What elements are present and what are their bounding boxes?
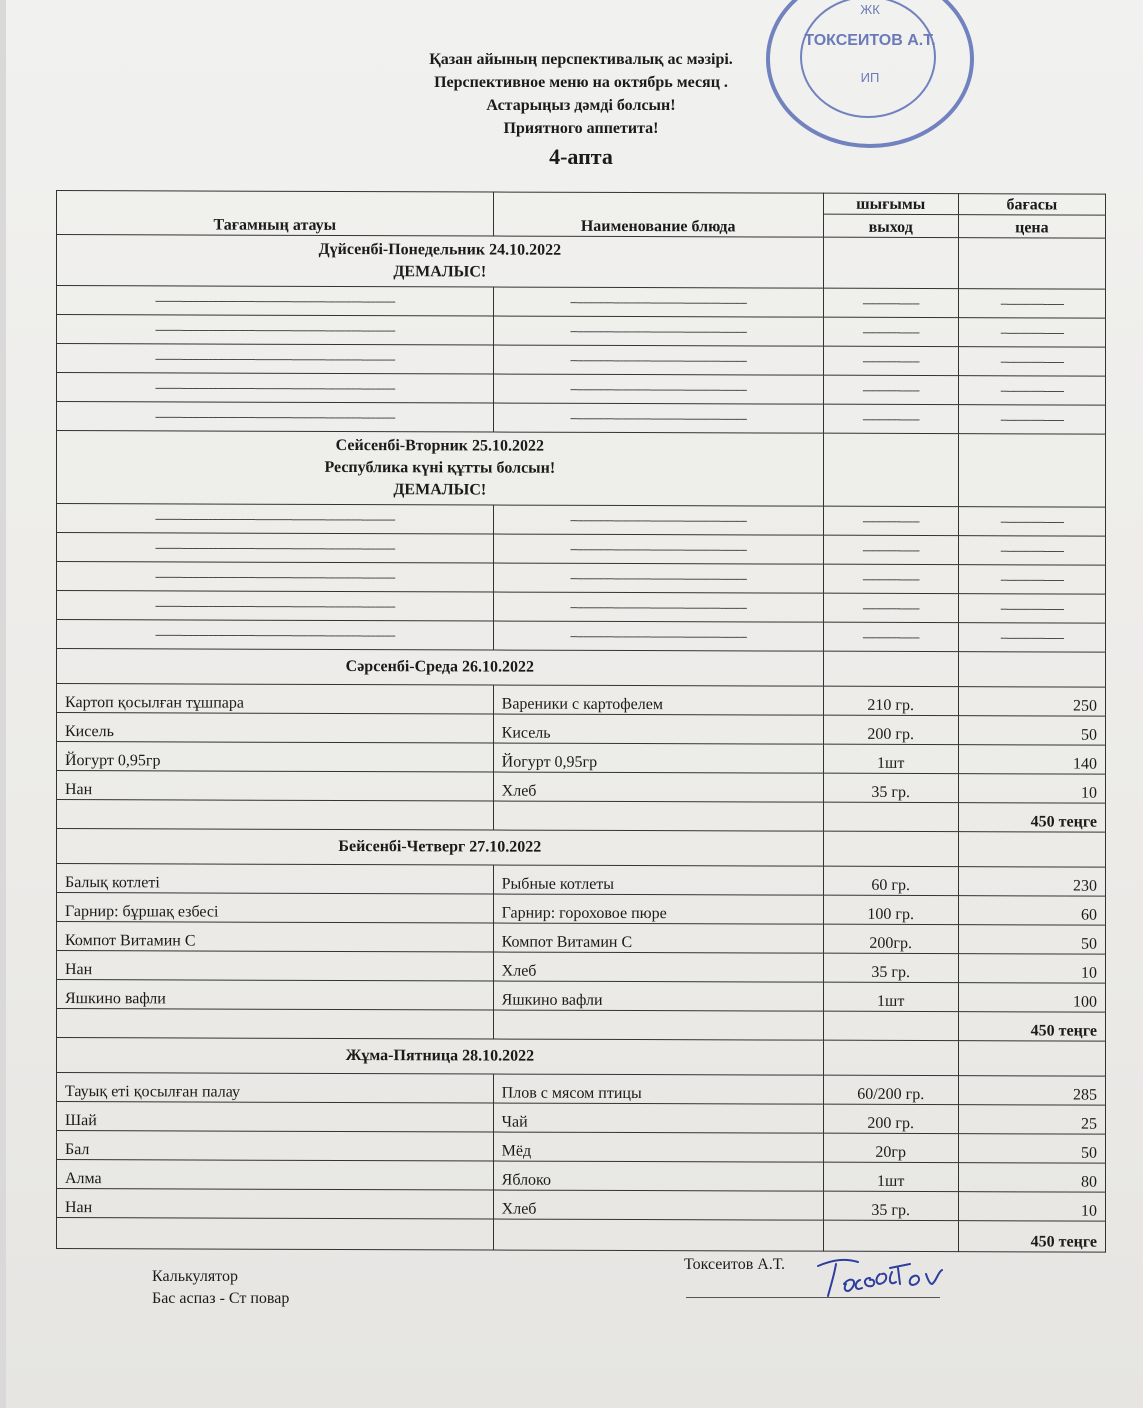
table-row (57, 922, 1106, 955)
dish-ru: Чай (493, 1103, 823, 1133)
dish-kz: Кисель (57, 713, 494, 744)
menu-table (56, 190, 1106, 1253)
day-title-wednesday: Сәрсенбі-Среда 26.10.2022 (57, 649, 824, 687)
dish-price: 50 (958, 716, 1105, 746)
document-page (6, 0, 1143, 1408)
total-row (57, 800, 1106, 833)
dish-ru: Плов с мясом птицы (493, 1074, 823, 1104)
day-note-tuesday: ДЕМАЛЫС! (393, 481, 487, 499)
dish-kz: Йогурт 0,95гр (57, 742, 494, 773)
footer-signer-name: Токсеитов А.Т. (684, 1256, 785, 1273)
table-row: ------------------------------------------------------------------------ ----------------------------------------------------- ----------------- ------------------- (57, 402, 1106, 435)
table-header-row (57, 191, 1106, 216)
dish-kz: Компот Витамин С (57, 922, 494, 953)
dish-output: 200 гр. (823, 715, 958, 744)
dish-output: 60 гр. (823, 866, 958, 895)
dish-ru: Гарнир: гороховое пюре (493, 894, 823, 924)
dish-output: 60/200 гр. (823, 1075, 958, 1104)
table-row (57, 893, 1106, 926)
dish-kz: Гарнир: бұршақ езбесі (57, 893, 494, 924)
table-row: ------------------------------------------------------------------------ ----------------------------------------------------- ----------------- ------------------- (57, 620, 1106, 653)
stamp-bottom-text: ИП (860, 70, 880, 85)
table-row: ------------------------------------------------------------------------ ----------------------------------------------------- ----------------- ------------------- (57, 286, 1106, 319)
dish-ru: Кисель (493, 714, 823, 744)
footer-roles (152, 1266, 289, 1310)
document-heading (306, 48, 856, 170)
dish-price: 140 (958, 745, 1105, 775)
day-greeting-tuesday: Республика күні құтты болсын! (324, 458, 556, 477)
total-row (57, 1218, 1106, 1253)
dish-output: 1шт (823, 1162, 958, 1191)
dish-kz: Бал (57, 1131, 494, 1162)
dish-kz: Яшкино вафли (57, 980, 494, 1011)
day-title-friday: Жұма-Пятница 28.10.2022 (57, 1038, 824, 1076)
dish-ru: Вареники с картофелем (493, 685, 823, 715)
table-row (57, 951, 1106, 984)
header-price-ru: цена (958, 215, 1105, 239)
day-total: 450 теңге (958, 1221, 1105, 1253)
dish-price: 80 (958, 1163, 1105, 1193)
dish-kz: Алма (57, 1160, 494, 1191)
dish-price: 50 (958, 1134, 1105, 1164)
dish-kz: Шай (57, 1102, 494, 1133)
dish-output: 35 гр. (823, 1191, 958, 1220)
handwritten-signature (814, 1254, 964, 1300)
dish-ru: Рыбные котлеты (493, 865, 823, 895)
dish-ru: Хлеб (493, 772, 823, 802)
table-row: ------------------------------------------------------------------------ ----------------------------------------------------- ----------------- ------------------- (57, 591, 1106, 624)
table-row: ------------------------------------------------------------------------ ----------------------------------------------------- ----------------- ------------------- (57, 373, 1106, 406)
table-row (57, 1073, 1106, 1106)
header-dish-ru: Наименование блюда (493, 192, 823, 237)
dish-price: 60 (958, 896, 1105, 926)
day-header-tuesday (57, 431, 1106, 508)
table-row (57, 1102, 1106, 1135)
header-output-kz: шығымы (823, 193, 958, 214)
day-title-monday: Дүйсенбі-Понедельник 24.10.2022 (318, 240, 562, 259)
table-row: ------------------------------------------------------------------------ ----------------------------------------------------- ----------------- ------------------- (57, 562, 1106, 595)
day-header-wednesday (57, 649, 1106, 688)
table-row (57, 1189, 1106, 1222)
dish-output: 35 гр. (823, 773, 958, 802)
dish-ru: Хлеб (493, 1190, 823, 1220)
dish-kz: Нан (57, 771, 494, 802)
dish-price: 25 (958, 1105, 1105, 1135)
day-header-monday (57, 235, 1106, 290)
footer-chef: Бас аспаз - Ст повар (152, 1290, 290, 1307)
week-title: 4-апта (549, 144, 613, 169)
table-row: ------------------------------------------------------------------------ ----------------------------------------------------- ----------------- ------------------- (57, 504, 1106, 537)
dish-output: 100 гр. (823, 895, 958, 924)
dish-kz: Тауық еті қосылған палау (57, 1073, 494, 1104)
total-row (57, 1009, 1106, 1042)
stamp-top-text: ЖК (860, 2, 880, 17)
dish-price: 100 (958, 983, 1105, 1013)
table-row (57, 1160, 1106, 1193)
dish-output: 1шт (823, 744, 958, 773)
heading-line-1: Қазан айының перспективалық ас мәзірі. (429, 51, 733, 68)
dish-output: 35 гр. (823, 953, 958, 982)
dish-kz: Нан (57, 951, 494, 982)
dish-output: 1шт (823, 982, 958, 1011)
heading-line-2: Перспективное меню на октябрь месяц . (434, 74, 728, 91)
dish-price: 285 (958, 1076, 1105, 1106)
dish-price: 50 (958, 925, 1105, 955)
table-row: ------------------------------------------------------------------------ ----------------------------------------------------- ----------------- ------------------- (57, 533, 1106, 566)
table-row: ------------------------------------------------------------------------ ----------------------------------------------------- ----------------- ------------------- (57, 315, 1106, 348)
heading-line-3: Астарыңыз дәмді болсын! (486, 97, 676, 114)
dish-output: 200 гр. (823, 1104, 958, 1133)
day-note-monday: ДЕМАЛЫС! (393, 263, 487, 281)
stamp-name-text: ТОКСЕИТОВ А.Т. (804, 32, 936, 49)
day-total: 450 теңге (958, 1012, 1105, 1042)
dish-output: 210 гр. (823, 686, 958, 715)
dish-ru: Мёд (493, 1132, 823, 1162)
dish-price: 10 (958, 774, 1105, 804)
day-title-tuesday: Сейсенбі-Вторник 25.10.2022 (335, 436, 545, 455)
dish-price: 10 (958, 954, 1105, 984)
day-title-thursday: Бейсенбі-Четверг 27.10.2022 (57, 829, 824, 867)
dish-kz: Нан (57, 1189, 494, 1220)
heading-line-4: Приятного аппетита! (503, 120, 659, 137)
table-row (57, 742, 1106, 775)
dish-output: 200гр. (823, 924, 958, 953)
dish-price: 230 (958, 867, 1105, 897)
table-row (57, 684, 1106, 717)
dish-kz: Балық котлеті (57, 864, 494, 895)
day-total: 450 теңге (958, 803, 1105, 833)
dish-kz: Картоп қосылған тұшпара (57, 684, 494, 715)
dish-ru: Хлеб (493, 952, 823, 982)
dish-ru: Компот Витамин С (493, 923, 823, 953)
day-header-friday (57, 1038, 1106, 1077)
table-row (57, 864, 1106, 897)
header-dish-kz: Тағамның атауы (57, 191, 494, 237)
table-row: ------------------------------------------------------------------------ ----------------------------------------------------- ----------------- ------------------- (57, 344, 1106, 377)
day-header-thursday (57, 829, 1106, 868)
dish-price: 10 (958, 1192, 1105, 1222)
table-row (57, 980, 1106, 1013)
header-output-ru: выход (823, 214, 958, 237)
footer-calculator: Калькулятор (152, 1268, 238, 1285)
dish-ru: Яшкино вафли (493, 981, 823, 1011)
table-row (57, 713, 1106, 746)
table-row (57, 1131, 1106, 1164)
table-row (57, 771, 1106, 804)
dish-price: 250 (958, 687, 1105, 717)
dish-ru: Йогурт 0,95гр (493, 743, 823, 773)
dish-output: 20гр (823, 1133, 958, 1162)
dish-ru: Яблоко (493, 1161, 823, 1191)
header-price-kz: бағасы (958, 194, 1105, 216)
